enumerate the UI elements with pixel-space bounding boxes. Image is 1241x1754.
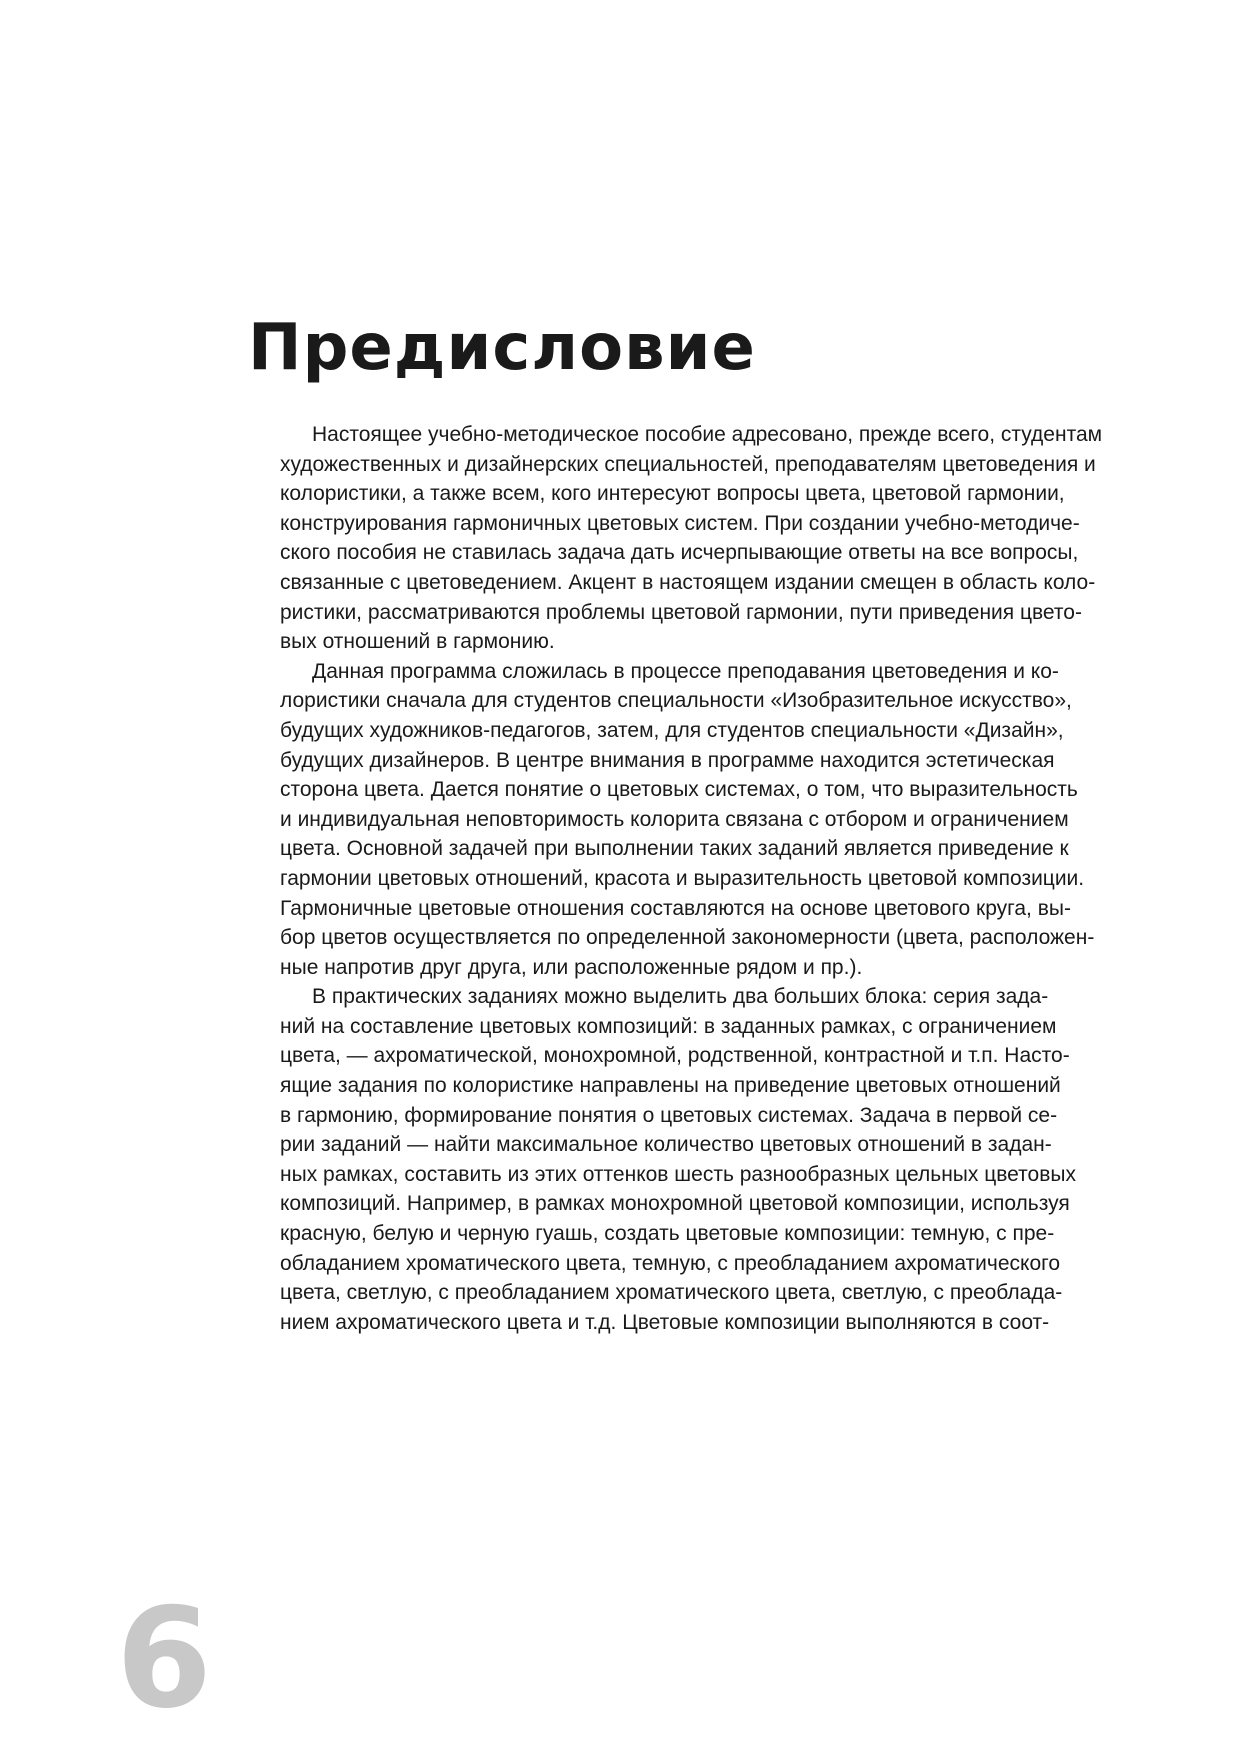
text-line: цвета. Основной задачей при выполнении таких заданий является приведение к [280,837,1069,861]
text-line: конструирования гармоничных цветовых систем. При создании учебно-методиче- [280,511,1080,535]
text-line: связанные с цветоведением. Акцент в настоящем издании смещен в область коло- [280,570,1096,594]
text-line: нием ахроматического цвета и т.д. Цветовые композиции выполняются в соот- [280,1310,1050,1334]
page-title: Предисловие [248,311,756,385]
text-line: в гармонию, формирование понятия о цветовых системах. Задача в первой се- [280,1103,1058,1127]
text-line: ные напротив друг друга, или расположенные рядом и пр.). [280,955,863,979]
text-line: бор цветов осуществляется по определенной закономерности (цвета, расположен- [280,926,1095,950]
text-line: красную, белую и черную гуашь, создать цветовые композиции: темную, с пре- [280,1222,1055,1246]
text-line: обладанием хроматического цвета, темную, с преобладанием ахроматического [280,1251,1060,1275]
text-line: цвета, — ахроматической, монохромной, родственной, контрастной и т.п. Насто- [280,1044,1070,1068]
text-line: колористики, а также всем, кого интересуют вопросы цвета, цветовой гармонии, [280,482,1065,506]
text-line: будущих дизайнеров. В центре внимания в программе находится эстетическая [280,748,1055,772]
text-line: ского пособия не ставилась задача дать исчерпывающие ответы на все вопросы, [280,541,1079,565]
text-line: вых отношений в гармонию. [280,630,555,654]
text-line: В практических заданиях можно выделить два больших блока: серия зада- [312,985,1049,1009]
body-text [248,420,1103,1337]
text-line: Настоящее учебно-методическое пособие адресовано, прежде всего, студентам [312,423,1103,446]
text-line: гармонии цветовых отношений, красота и выразительность цветовой композиции. [280,866,1085,890]
text-line: будущих художников-педагогов, затем, для студентов специальности «Дизайн», [280,718,1064,742]
text-line: лористики сначала для студентов специальности «Изобразительное искусство», [280,689,1072,713]
page-number: 6 [116,1578,213,1739]
text-line: цвета, светлую, с преобладанием хроматического цвета, светлую, с преоблада- [280,1281,1063,1305]
text-line: сторона цвета. Дается понятие о цветовых системах, о том, что выразительность [280,778,1078,802]
text-line: ристики, рассматриваются проблемы цветовой гармонии, пути приведения цвето- [280,600,1082,624]
text-line: художественных и дизайнерских специальностей, преподавателям цветоведения и [280,452,1096,476]
text-line: композиций. Например, в рамках монохромной цветовой композиции, используя [280,1192,1070,1216]
text-line: рии заданий — найти максимальное количество цветовых отношений в задан- [280,1133,1052,1157]
text-line: ящие задания по колористике направлены на приведение цветовых отношений [280,1074,1061,1098]
paragraph [248,657,1095,983]
text-line: Данная программа сложилась в процессе преподавания цветоведения и ко- [312,659,1059,683]
text-line: ных рамках, составить из этих оттенков шесть разнообразных цельных цветовых [280,1162,1076,1186]
paragraph [248,420,1103,657]
text-line: Гармоничные цветовые отношения составляются на основе цветового круга, вы- [280,896,1071,920]
text-line: и индивидуальная неповторимость колорита связана с отбором и ограничением [280,807,1069,831]
text-line: ний на составление цветовых композиций: в заданных рамках, с ограничением [280,1014,1057,1038]
paragraph [248,982,1076,1337]
